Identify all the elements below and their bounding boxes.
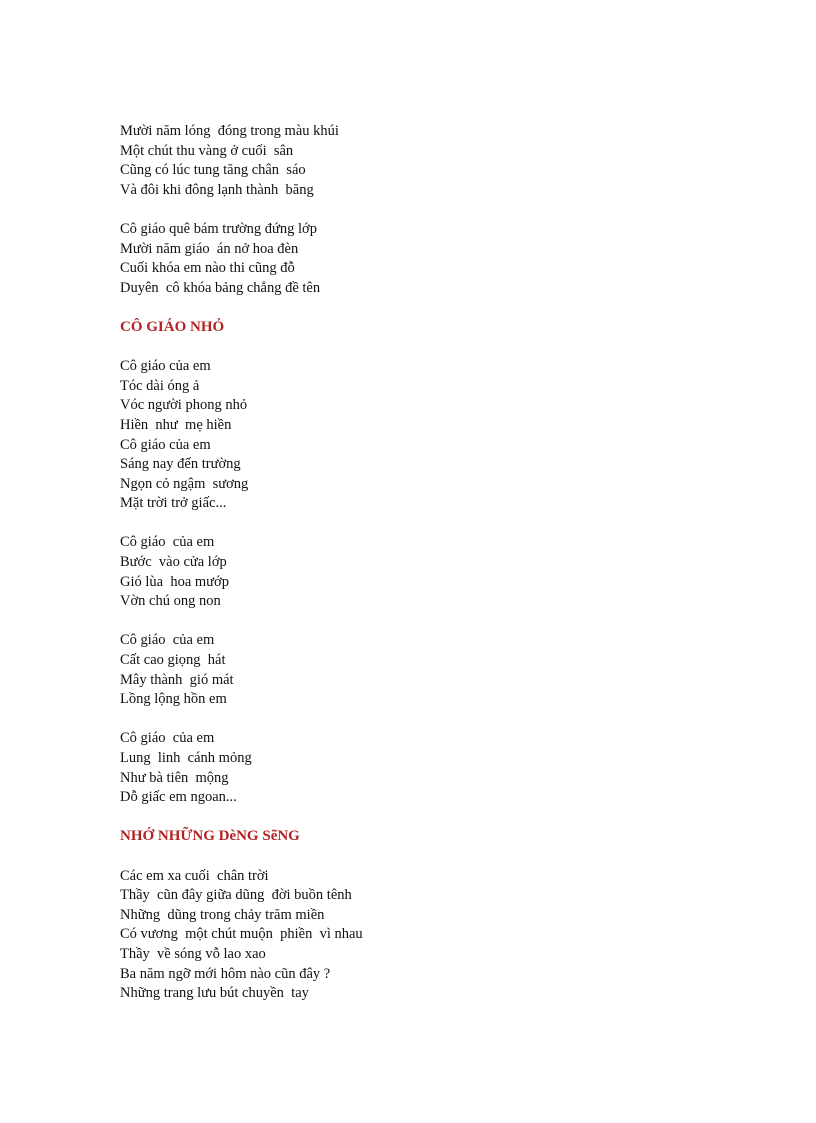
poem-line: Cô giáo của em <box>120 730 215 747</box>
stanza-gap <box>120 847 720 867</box>
stanza-6 <box>120 729 720 807</box>
poem-line: Gió lùa hoa mướp <box>120 573 229 590</box>
poem-line: Vóc người phong nhỏ <box>120 397 248 414</box>
poem-line: Cất cao giọng hát <box>120 652 226 669</box>
poem-line: Thầy về sóng vỗ lao xao <box>120 945 266 962</box>
poem-line: Sáng nay đến trường <box>120 456 241 473</box>
poem-line: Cô giáo quê bám trường đứng lớp <box>120 220 317 237</box>
stanza-gap <box>120 298 720 318</box>
poem-line: Tóc dài óng ả <box>120 377 200 394</box>
poem-line: Cuối khóa em nào thi cũng đỗ <box>120 260 295 277</box>
stanza-7 <box>120 867 720 1004</box>
stanza-4 <box>120 533 720 611</box>
poem-line: Một chút thu vàng ở cuối sân <box>120 142 294 159</box>
stanza-5 <box>120 631 720 709</box>
poem-line: Có vương một chút muộn phiền vì nhau <box>120 926 363 943</box>
poem-line: Những trang lưu bút chuyền tay <box>120 985 309 1002</box>
poem-line: Bước vào cửa lớp <box>120 554 227 571</box>
stanza-3 <box>120 357 720 514</box>
poem-title: CÔ GIÁO NHỎ <box>120 318 225 335</box>
poem-line: Vờn chú ong non <box>120 593 221 610</box>
poem-line: Ngọn cỏ ngậm sương <box>120 475 249 492</box>
stanza-gap <box>120 338 720 358</box>
poem-line: Những dũng trong chảy trăm miền <box>120 906 325 923</box>
poem-line: Thầy cũn đây giữa dũng đời buồn tênh <box>120 887 352 904</box>
poem-line: Mặt trời trở giấc... <box>120 495 227 512</box>
stanza-2 <box>120 220 720 298</box>
poem-line: Như bà tiên mộng <box>120 769 229 786</box>
poem-line: Cô giáo của em <box>120 436 211 453</box>
poem-line: Và đôi khi đông lạnh thành băng <box>120 181 314 198</box>
poem-line: Mười năm giáo án nở hoa đèn <box>120 240 299 257</box>
stanza-gap <box>120 200 720 220</box>
poem-line: Mười năm lóng đóng trong màu khúi <box>120 123 339 139</box>
stanza-gap <box>120 808 720 828</box>
poem-line: Lung linh cánh mỏng <box>120 750 252 766</box>
poem-line: Các em xa cuối chân trời <box>120 867 269 884</box>
document-page <box>120 122 720 1004</box>
stanza-gap <box>120 710 720 730</box>
poem-line: Ba năm ngỡ mới hôm nào cũn đây ? <box>120 965 331 982</box>
poem-line: Cô giáo của em <box>120 358 211 375</box>
poem-line: Duyên cô khóa bảng chẳng đề tên <box>120 279 321 296</box>
poem-line: Mây thành gió mát <box>120 671 234 688</box>
poem-line: Cô giáo của em <box>120 534 215 551</box>
poem-line: Cô giáo của em <box>120 632 215 649</box>
stanza-1 <box>120 122 720 200</box>
poem-line: Lồng lộng hồn em <box>120 691 227 708</box>
stanza-gap <box>120 612 720 632</box>
poem-title: NHỚ NHỮNG DèNG SẽNG <box>120 828 300 845</box>
poem-line: Hiền như mẹ hiền <box>120 416 232 433</box>
poem-line: Cũng có lúc tung tăng chân sáo <box>120 162 306 179</box>
stanza-gap <box>120 514 720 534</box>
poem-line: Dỗ giấc em ngoan... <box>120 789 237 806</box>
